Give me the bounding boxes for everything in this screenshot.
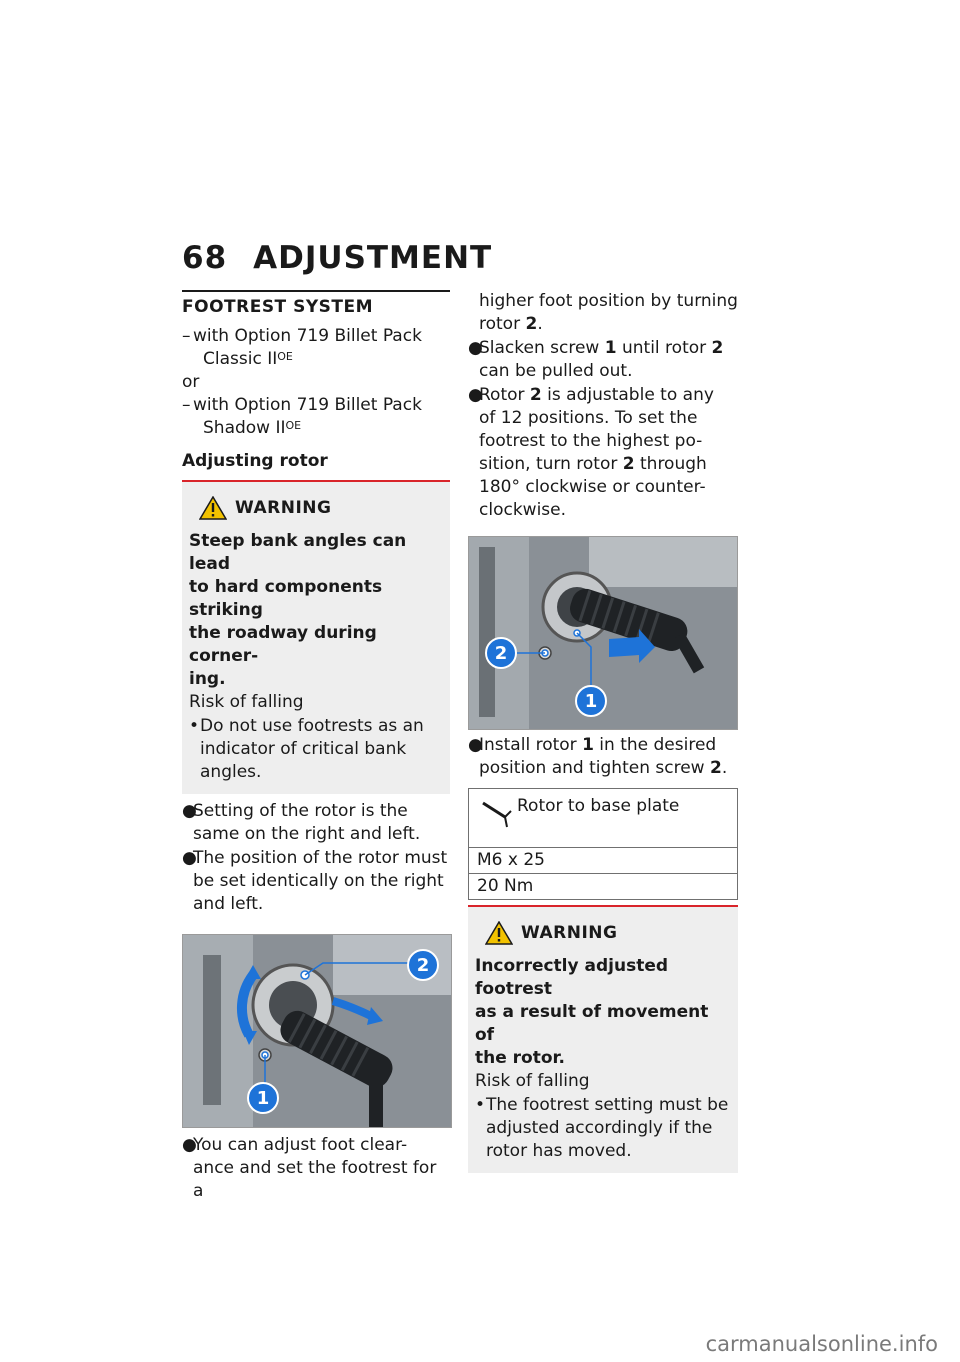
step-item: ● You can adjust foot clear- ance and set the footrest for a (182, 1135, 437, 1201)
step-item: ● Setting of the rotor is the same on the right and left. (182, 801, 421, 844)
warning-label: WARNING (521, 922, 618, 943)
warning-box-2 (468, 907, 738, 1173)
footrest-photo-2 (468, 536, 738, 730)
callout-2: 2 (416, 955, 430, 976)
continued-text: higher foot position by turning rotor 2. (479, 291, 738, 334)
warning-headline: Steep bank angles can lead to hard components striking the roadway during corner- ing. (189, 531, 407, 689)
watermark-footer: carmanualsonline.info (705, 1332, 938, 1356)
or-label: or (182, 372, 200, 392)
subheading-adjusting-rotor: Adjusting rotor (182, 450, 450, 482)
warning-box-1 (182, 482, 450, 794)
warning-risk: Risk of falling (189, 692, 304, 712)
page-header (182, 240, 492, 276)
torque-size: M6 x 25 (469, 848, 737, 874)
torque-spec-table (468, 788, 738, 900)
callout-1: 1 (584, 691, 598, 712)
chapter-title: ADJUSTMENT (253, 240, 493, 276)
warning-instruction: • The footrest setting must be adjusted accordingly if the rotor has moved. (475, 1095, 729, 1161)
left-column (182, 290, 450, 1203)
option-2: – with Option 719 Billet Pack Shadow $II^{OE}$ (182, 395, 422, 438)
right-column (468, 290, 738, 1173)
footrest-illustration-1 (183, 935, 451, 1127)
warning-instruction: • Do not use footrests as an indicator of critical bank angles. (189, 716, 424, 782)
step-item: ● The position of the rotor must be set identically on the right and left. (182, 848, 448, 914)
callout-1: 1 (256, 1088, 270, 1109)
warning-triangle-icon (485, 921, 513, 945)
torque-label: Rotor to base plate (517, 796, 680, 816)
footrest-illustration-2 (469, 537, 737, 729)
step-item: ● Slacken screw 1 until rotor 2 can be pulled out. (468, 338, 724, 381)
option-1: – with Option 719 Billet Pack Classic $II^{OE}$ (182, 326, 422, 369)
warning-label: WARNING (235, 497, 332, 518)
torque-value: 20 Nm (477, 876, 534, 896)
warning-triangle-icon (199, 496, 227, 520)
torque-wrench-icon (481, 799, 515, 829)
callout-2: 2 (494, 643, 508, 664)
footrest-photo-1 (182, 934, 452, 1128)
step-item: ● Install rotor 1 in the desired position and tighten screw 2. (468, 735, 728, 778)
warning-headline: Incorrectly adjusted footrest as a result of movement of the rotor. (475, 956, 709, 1068)
page-number: 68 (182, 240, 228, 276)
step-item: ● Rotor 2 is adjustable to any of 12 positions. To set the footrest to the highest po- sition, turn rotor 2 through 180° clockwise or counter- clockwise. (468, 385, 714, 520)
section-title: FOOTREST SYSTEM (182, 290, 450, 319)
warning-risk: Risk of falling (475, 1071, 590, 1091)
